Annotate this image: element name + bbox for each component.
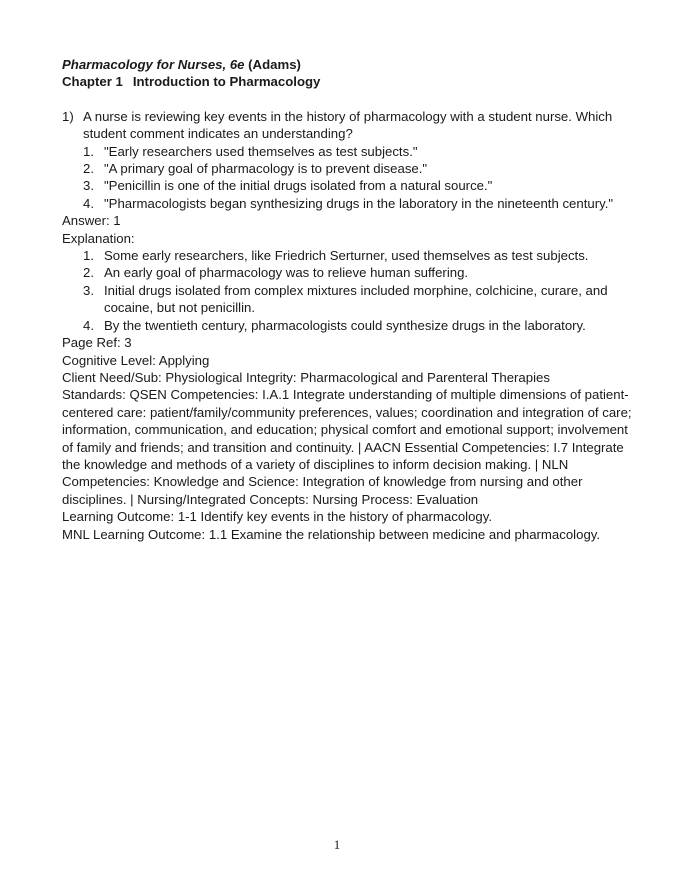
explanation-item (83, 264, 632, 281)
explanation-item (83, 317, 632, 334)
question-text: A nurse is reviewing key events in the history of pharmacology with a student nurse. Which student comment indicates an understanding? (83, 108, 613, 142)
option-number: 3. (83, 178, 94, 194)
explanation-list (62, 247, 632, 334)
standards: Standards: QSEN Competencies: I.A.1 Integrate understanding of multiple dimensions of patient-centered care: patient/family/community preferences, values; coordination and integration of care; information, communication, and education; physical comfort and emotional support; involvement of family and friends; and transition and continuity. | AACN Essential Competencies: I.7 Integrate the knowledge and methods of a variety of disciplines to inform decision making. | NLN Competencies: Knowledge and Science: Integration of knowledge from nursing and other disciplines. | Nursing/Integrated Concepts: Nursing Process: Evaluation (62, 387, 632, 507)
page-ref: Page Ref: 3 (62, 335, 132, 351)
question-number: 1) (62, 108, 74, 124)
chapter-heading (62, 73, 632, 90)
option-number: 2. (83, 161, 94, 177)
explanation-text: By the twentieth century, pharmacologists could synthesize drugs in the laboratory. (104, 317, 586, 333)
chapter-label: Chapter 1 (62, 74, 123, 90)
page-number: 1 (333, 837, 341, 852)
option-item (83, 195, 632, 212)
answer-line: Answer: 1 (62, 213, 121, 229)
answer-options (62, 143, 632, 213)
explanation-number: 1. (83, 248, 94, 264)
option-text: "Penicillin is one of the initial drugs isolated from a natural source." (104, 178, 493, 194)
chapter-title: Introduction to Pharmacology (132, 74, 321, 90)
explanation-number: 2. (83, 265, 94, 281)
option-item (83, 177, 632, 194)
explanation-label: Explanation: (62, 230, 135, 246)
book-author: (Adams) (244, 57, 301, 72)
explanation-text: Initial drugs isolated from complex mixtures included morphine, colchicine, curare, and cocaine, but not penicillin. (104, 282, 608, 316)
explanation-item (83, 247, 632, 264)
document-page (62, 56, 632, 543)
explanation-item (83, 282, 632, 317)
option-text: "Early researchers used themselves as test subjects." (104, 143, 418, 159)
option-text: "A primary goal of pharmacology is to prevent disease." (104, 161, 428, 177)
option-item (83, 143, 632, 160)
explanation-text: Some early researchers, like Friedrich Serturner, used themselves as test subjects. (104, 248, 589, 264)
book-title (62, 56, 632, 73)
question-stem (62, 108, 632, 143)
learning-outcome: Learning Outcome: 1-1 Identify key events in the history of pharmacology. (62, 509, 493, 525)
option-number: 4. (83, 195, 94, 211)
cognitive-level: Cognitive Level: Applying (62, 352, 210, 368)
book-title-italic: Pharmacology for Nurses, 6e (62, 57, 245, 72)
client-need: Client Need/Sub: Physiological Integrity: Pharmacological and Parenteral Therapies (62, 369, 550, 385)
option-number: 1. (83, 143, 94, 159)
explanation-number: 4. (83, 317, 94, 333)
explanation-text: An early goal of pharmacology was to relieve human suffering. (104, 265, 469, 281)
option-item (83, 160, 632, 177)
mnl-learning-outcome: MNL Learning Outcome: 1.1 Examine the relationship between medicine and pharmacology. (62, 526, 601, 542)
explanation-number: 3. (83, 282, 94, 298)
option-text: "Pharmacologists began synthesizing drugs in the laboratory in the nineteenth century." (104, 195, 614, 211)
